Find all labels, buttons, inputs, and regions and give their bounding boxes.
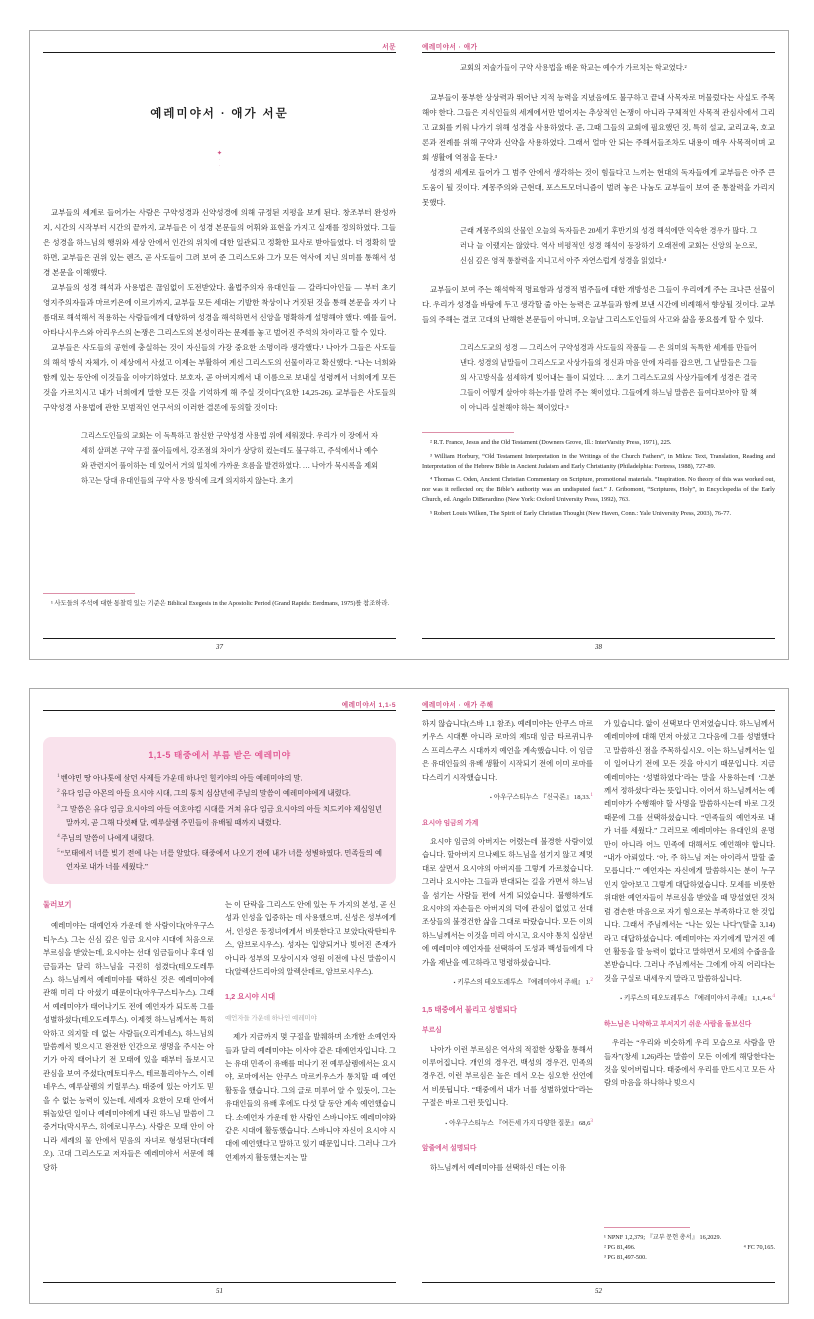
subheading: 요시야 임금의 가계: [422, 819, 479, 827]
overview-text: 예레미야는 대예언자 가운데 한 사람이다(아우구스티누스). 그는 신심 깊은 임금 요시야 시대에 처음으로 부르심을 받았는데, 요시야는 선대 임금들이나 후대 임금들과는 달리 하느님을 극진히 섬겼다(테오도레투스). 하느님께서 예레미야를 택하신 것은 예레미야에 관해 미리 다 아셨기 때문이다(아우구스티누스). 그래서 예레미야가 태어나기도 전에 예언자가 되도록 그를 성별하셨다(테오도레투스). 이제껏 하느님께서는 특히 악하고 의지할 데 없는 사람들(오리게네스), 하느님의 말씀께서 빚으시고 완전한 인간으로 생명을 주시는 아기가 아직 태어나기 전 모태에 있을 때부터 돌보시고 관심을 보여 주셨다(메토디우스, 테르툴리아누스, 이레네우스, 예루살렘의 키릴루스). 태중에 있는 아기도 믿을 수 없는 능력이 있는데, 세례자 요한이 모태 안에서 뛰놀았던 일이나 예레미야에게 내린 하느님 말씀이 그 증거다(막시무스, 히에로니무스). 사람은 모태 안이 아니라 세례의 물 안에서 믿음의 자녀로 형성된다(대레오). 고대 그리스도교 저자들은 예레미야서 서문에 해당하: [43, 921, 214, 1172]
block-quote: 그리스도인들의 교회는 이 독특하고 참신한 구약성경 사용법 위에 세워졌다. 우리가 이 장에서 자세히 살펴본 구약 구절 풀이들에서, 강조점의 차이가 상당히 컸는데도 불구하고, 주석에서나 예수와 관련지어 풀이하는 데 있어서 거의 일치에 가까운 흐름을 발견하였다. … 나아가 묵시록을 제외하고는 당대 유대인들의 구약 사용 방식에 크게 의지하지 않는다. 초기: [81, 432, 378, 485]
pericope-title: 1,1-5 태중에서 부름 받은 예레미야: [148, 750, 291, 760]
column-2: [225, 898, 396, 1220]
scripture-pericope-box: [43, 737, 396, 884]
commentary-text: 하지 않습니다(스바 1,1 참조). 예레미야는 안쿠스 마르키우스 시대뿐 아니라 로마의 제5대 임금 타르퀴니우스 프리스쿠스 시대까지 예언을 계속했습니다. 이 임금은 유대인들의 유배 생활이 시작되기 전에 이미 로마를 다스리기 시작했습니다.: [422, 719, 593, 782]
page-51: [30, 689, 409, 1303]
footer-rule: [422, 638, 775, 639]
column-2: [604, 717, 775, 1265]
subheading: 부르심: [422, 1027, 442, 1035]
section-heading: 1,5 태중에서 불리고 성별되다: [422, 1004, 517, 1014]
running-head-52: 예레미야서 · 애가 주해: [422, 702, 494, 709]
footnote: ³ PG 81,497-500.: [604, 1254, 647, 1261]
footnote-block: [422, 432, 775, 519]
overview-heading: 둘러보기: [43, 899, 72, 909]
paragraph: 교부들이 풍부한 상상력과 뛰어난 지적 능력을 지녔음에도 불구하고 끝내 사목자로 머물렀다는 사실도 주목해야 한다. 그들은 지식인들의 세계에서만 벌어지는 추상적인 논쟁이 아니라 구체적인 사목적 관심사에서 그리고 교회를 키워 나가기 위해 성경을 사용하였다. 곧, 그때 그들의 교회에 필요했던 것, 특히 설교, 교리교육, 호교론과 전례를 위해 구약과 신약을 사용하였다. 그래서 얼마 안 되는 주해서들조차도 내용이 매우 사목적이며 교회 생활에 역점을 둔다.³: [422, 93, 775, 162]
page-footer: [43, 638, 396, 651]
running-head-37: 서문: [382, 44, 396, 51]
footnote: ⁴ Thomas C. Oden, Ancient Christian Commentary on Scripture, promotional materials. “Inspiration. No theory of this was worked out, nor was it reflected on; the Bible’s authority was an undisputed fact.” J. Gribomont, “Scriptures, Holy”, in Encyclopedia of the Early Church, ed. Angelo DiBerardino (New York: Oxford University Press, 1992), 763.: [422, 476, 775, 503]
column-1: [422, 717, 593, 1265]
citation: ▪ 키루스의 테오도레투스 『예레미야서 주해』 1,1,4-6.$^4$: [620, 993, 775, 1003]
paragraph: 교부들이 보여 주는 해석학적 명료함과 성경적 범주들에 대한 개방성은 그들이 우리에게 주는 크나큰 선물이다. 우리가 성경을 바탕에 두고 생각할 줄 아는 능력은 교부들과 함께 보낸 시간에 비례해서 향상될 것이다. 교부들의 주해는 결코 고대의 난해한 본문들이 아니며, 오늘날 그리스도인들의 사고와 삶을 풍요롭게 할 수 있다.: [422, 285, 775, 324]
commentary-text: 우리는 “우리와 비슷하게 우리 모습으로 사람을 만들자”(창세 1,26)라는 말씀이 모든 이에게 해당한다는 것을 잊어버립니다. 태중에서 우리를 만드시고 모든 사람의 마음을 하나하나 빚으시: [604, 1038, 775, 1088]
commentary-text: 가 있습니다. 앎이 선택보다 먼저였습니다. 하느님께서 예레미야에 대해 먼저 아셨고 그다음에 그를 성별했다고 말씀하신 점을 주목하십시오. 이는 하느님께서는 일이 일어나기 전에 모든 것을 아시기 때문입니다. 지금 예레미야는 ‘성별하였다’라는 말을 사용하는데 ‘그분께서 정하셨다’라는 뜻입니다. 이어서 하느님께서는 예레미야가 수행해야 할 사명을 말씀하시는데 바로 그것 때문에 그를 선택하셨습니다. “민족들의 예언자로 내가 너를 세웠다.” 그러므로 예레미야는 유대인의 운명만이 아니라 어느 민족에 대해서도 예언해야 합니다. “내가 아뢰었다. ‘아, 주 하느님 저는 아이라서 말할 줄 모릅니다.’” 예언자는 자신에게 말씀하시는 분이 누구인지 알아보고 그렇게 대답하였습니다. 모세를 비롯한 위대한 예언자들이 부르심을 받았을 때 망설였던 것처럼 겸손한 마음으로 자기 힘으로는 부족하다고 한 것입니다. 그래서 주님께서는 “나는 있는 나다”(탈출 3,14)라고 대답하셨습니다. 예레미야는 자기에게 맡겨진 예언 활동을 할 능력이 없다고 말하면서 모세의 수줍음을 본받습니다. 그러나 주님께서는 그에게 아직 어리다는 것을 구실로 내세우지 말라고 말씀하십니다.: [604, 719, 775, 983]
quote-continuation: 교회의 저술가들이 구약 사용법을 배운 학교는 예수가 가르치는 학교였다.²: [460, 64, 687, 72]
running-head-51: 예레미야서 1,1-5: [341, 702, 396, 709]
section-title: 예레미야서 · 애가 서문: [150, 108, 289, 120]
page-footer: [422, 1282, 775, 1295]
head-rule: [43, 710, 396, 711]
spread-51-52: [29, 688, 789, 1304]
footnote: ³ William Horbury, “Old Testament Interpretation in the Writings of the Church Fathers”, in Mikra: Text, Translation, Reading and Interpretation of the Hebrew Bible in Ancient Judaism and Early Christianity (Philadelphia: Fortress, 1988), 727-89.: [422, 452, 775, 470]
footer-rule: [43, 1282, 396, 1283]
verse-4: $^4$주님의 말씀이 나에게 내렸다.: [57, 832, 154, 843]
fleuron-ornament-icon: ✦ ∙ ∙: [216, 150, 223, 168]
page-number: 51: [216, 1287, 223, 1295]
verse-2: $^2$유다 임금 아몬의 아들 요시야 시대, 그의 통치 십삼년에 주님의 말씀이 예레미야에게 내렸다.: [57, 788, 351, 798]
page-38: [409, 31, 788, 659]
footnote-rule: [604, 1227, 690, 1228]
column-1: [43, 898, 214, 1220]
subheading: 앞줄에서 설명되다: [422, 1145, 477, 1153]
commentary-text: 하느님께서 예레미야를 선택하신 데는 이유: [430, 1162, 566, 1172]
page-footer: [422, 638, 775, 651]
citation: ▪ 키루스의 테오도레투스 『예레미야서 주해』 1.$^2$: [453, 977, 593, 987]
block-quote: 그리스도교의 성경 — 그리스어 구약성경과 사도들의 작품들 — 은 의미의 독특한 세계를 만들어 낸다. 성경의 낱말들이 그리스도교 사상가들의 정신과 마음 안에 자리를 잡으면, 그 낱말들은 그들의 사고방식을 섬세하게 빚어내는 틀이 되었다. … 초기 그리스도교의 사상가들에게 성경은 결국 그들이 어떻게 살아야 하는가를 알려 주는 책이었다. 그들에게 하느님 말씀은 들여다보아야 할 책이 아니라 실천해야 하는 책이었다.⁵: [460, 344, 757, 412]
footnote: ⁴ FC 70,165.: [743, 1244, 775, 1251]
commentary-columns: [43, 898, 396, 1220]
head-rule: [43, 52, 396, 53]
verse-3: $^3$그 말씀은 유다 임금 요시야의 아들 여호야킴 시대를 거쳐 유다 임금 요시야의 아들 치드키야 제십일년 말까지, 곧 그해 다섯째 달, 예루살렘 주민들이 유배될 때까지 내렸다.: [57, 803, 382, 827]
page-number: 37: [216, 643, 223, 651]
head-rule: [422, 52, 775, 53]
subheading: 하느님은 나약하고 부서지기 쉬운 사람을 돌보신다: [604, 1020, 752, 1028]
footer-rule: [422, 1282, 775, 1283]
head-rule: [422, 710, 775, 711]
citation: ▪ 아우구스티누스 『신국론』 18,33.$^1$: [489, 792, 593, 802]
page-footer: [43, 1282, 396, 1295]
overview-text-continued: 는 이 단락을 그리스도 안에 있는 두 가지의 본성, 곧 신성과 인성을 입증하는 데 사용했으며, 신성은 성부에게서, 인성은 동정녀에게서 비롯한다고 보았다(락탄티우스, 암브로시우스). 성자는 입양되거나 빚어진 존재가 아니라 성부의 모상이시자 영원 이전에 나신 말씀이시다(알렉산드리아의 알렉산데르, 암브로시우스).: [225, 899, 396, 976]
body-text: [43, 205, 396, 489]
paragraph: 교부들의 성경 해석과 사용법은 끊임없이 도전받았다. 율법주의자 유대인들 — 갈라디아인들 — 부터 초기 영지주의자들과 마르키온에 이르기까지, 교부들 모든 세대는 기발한 착상이나 거짓된 것을 통해 본문을 자기 나름대로 해석해서 적용하는 사람들에게 대항하여 성경을 해석하면서 신앙을 명확하게 설명해야 했다. 예를 들어, 아타나시우스와 아리우스의 논쟁은 그리스도의 본성이라는 문제를 놓고 벌어진 주석의 차이라고 할 수 있다.: [43, 283, 396, 337]
footnote-block: [43, 593, 396, 613]
section-subheading: 예언자들 가운데 하나인 예레미야: [225, 1014, 317, 1022]
block-quote: 근래 계몽주의의 산물인 오늘의 독자들은 20세기 후반기의 성경 해석에만 익숙한 경우가 많다. 그러나 늘 이랬지는 않았다. 역사 비평적인 성경 해석이 등장하기 오래전에 교회는 신앙의 눈으로, 신심 깊은 영적 통찰력을 지니고서 아주 자연스럽게 성경을 읽었다.⁴: [460, 227, 757, 265]
footer-rule: [43, 638, 396, 639]
page-52: [409, 689, 788, 1303]
commentary-columns: [422, 717, 775, 1265]
footnote: ² R.T. France, Jesus and the Old Testament (Downers Grove, Ill.: InterVarsity Press, 1971), 225.: [430, 439, 672, 446]
body-text: [422, 90, 775, 416]
page-number: 38: [595, 643, 602, 651]
footnote: ¹ 사도들의 주석에 대한 통찰력 있는 기준은 Biblical Exegesis in the Apostolic Period (Grand Rapids: Eerdmans, 1975)를 참조하라.: [51, 600, 390, 608]
paragraph: 성경의 세계로 들어가 그 범주 안에서 생각하는 것이 힘들다고 느끼는 현대의 독자들에게 교부들은 아주 큰 도움이 될 것이다. 계몽주의와 근현대, 포스트모더니즘이 벌려 놓은 나눔도 교부들이 보여 준 통찰력을 가리지 못했다.: [422, 168, 775, 207]
page-37: [30, 31, 409, 659]
footnote: ⁵ Robert Louis Wilken, The Spirit of Early Christian Thought (New Haven, Conn.: Yale University Press, 2003), 76-77.: [430, 509, 732, 517]
running-head-38: 예레미야서 · 애가: [422, 44, 478, 51]
paragraph: 교부들의 세계로 들어가는 사람은 구약성경과 신약성경에 의해 규정된 지평을 보게 된다. 창조부터 완성까지, 시간의 시작부터 시간의 끝까지, 교부들은 이 성경 본문들의 어휘와 표현을 가지고 실재를 정의하였다. 그들은 성경을 하느님의 행위와 세상 안에서 인간의 위치에 대한 일관되고 정확한 묘사로 받아들였다. 더 정확히 말하면, 교부들은 권위 있는 렌즈, 곧 사도들이 그려 보여 준 그리스도와 그가 모든 역사에 지닌 의미를 통해서 성경 본문을 이해했다.: [43, 208, 396, 277]
commentary-text: 나아가 이런 부르심은 역사의 적절한 상황을 통해서 이루어집니다. 개인의 경우건, 백성의 경우건, 민족의 경우건, 이런 부르심은 높은 데서 오는 심오한 선언에서 비롯됩니다. “태중에서 내가 너를 성별하였다”라는 구절은 바로 그런 뜻입니다.: [422, 1044, 593, 1108]
footnote-rule: [422, 432, 514, 433]
spread-37-38: [29, 30, 789, 660]
page-number: 52: [595, 1287, 602, 1295]
verse-1: $^1$벤야민 땅 아나톳에 살던 사제들 가운데 하나인 힐키야의 아들 예레미야의 말.: [57, 773, 303, 783]
footnote-rule: [43, 593, 135, 594]
paragraph: 교부들은 사도들의 공헌에 충실하는 것이 자신들의 가장 중요한 소명이라 생각했다.¹ 나아가 그들은 사도들의 해석 방식 자체가, 이 세상에서 사셨고 이제는 부활하여 계신 그리스도의 선물이라고 확신했다. “나는 너희와 함께 있는 동안에 이것들을 이야기하였다. 보호자, 곧 아버지께서 내 이름으로 보내실 성령께서 너희에게 모든 것을 가르치시고 내가 너희에게 말한 모든 것을 기억하게 해 주실 것이다”(요한 14,25-26). 교부들은 사도들의 구약성경 사용법에 관한 모범적인 연구서의 이러한 결론에 동의할 것이다:: [43, 343, 396, 412]
footnote-block: [604, 1221, 775, 1263]
verse-5: $^5$“모태에서 너를 빚기 전에 나는 너를 알았다. 태중에서 나오기 전에 내가 너를 성별하였다. 민족들의 예언자로 내가 너를 세웠다.”: [57, 847, 382, 872]
footnote: ¹ NPNF 1,2,379; 『교부 문헌 총서』 16,2029.: [604, 1234, 722, 1241]
footnote: ² PG 81,496.: [604, 1244, 636, 1251]
commentary-text: 제가 지금까지 몇 구절을 발췌하며 소개한 소예언자들과 달리 예레미야는 이사야 같은 대예언자입니다. 그는 유대 민족이 유배를 떠나기 전 예루살렘에서는 요시야, 로마에서는 안쿠스 마르키우스가 통치할 때 예언 활동을 했습니다. 그의 글로 미루어 알 수 있듯이, 그는 유대인들의 유배 후에도 다섯 달 동안 계속 예언했습니다. 소예언자 가운데 한 사람인 스바니야도 예레미야와 같은 시대에 활동했습니다. 스바니야 자신이 요시야 시대에 예언했다고 말하고 있기 때문입니다. 그러나 그가 언제까지 활동했는지는 말: [225, 1032, 396, 1162]
section-heading: 1,2 요시야 시대: [225, 992, 276, 1002]
citation: ▪ 아우구스티누스 『여든세 가지 다양한 질문』 68,6$^3$: [445, 1117, 593, 1127]
commentary-text: 요시야 임금의 아버지는 어렸는데 불경한 사람이었습니다. 할아버지 므나쎄도 하느님을 섬기지 않고 제멋대로 살면서 요시야의 아버지를 그렇게 가르쳤습니다. 그러나 요시야는 그들과 반대되는 길을 가면서 하느님을 섬기는 사람들 편에 서게 되었습니다. 불행하게도 요시야의 자손들은 아버지의 덕에 관심이 없었고 선대 조상들의 불경건한 삶을 그대로 따랐습니다. 모든 이의 하느님께서는 이것을 미리 아시고, 요시야 통치 십삼년에 예레미야 예언자를 선택하여 도성과 백성들에게 다가올 재난을 예고하라고 명령하셨습니다.: [422, 837, 593, 967]
